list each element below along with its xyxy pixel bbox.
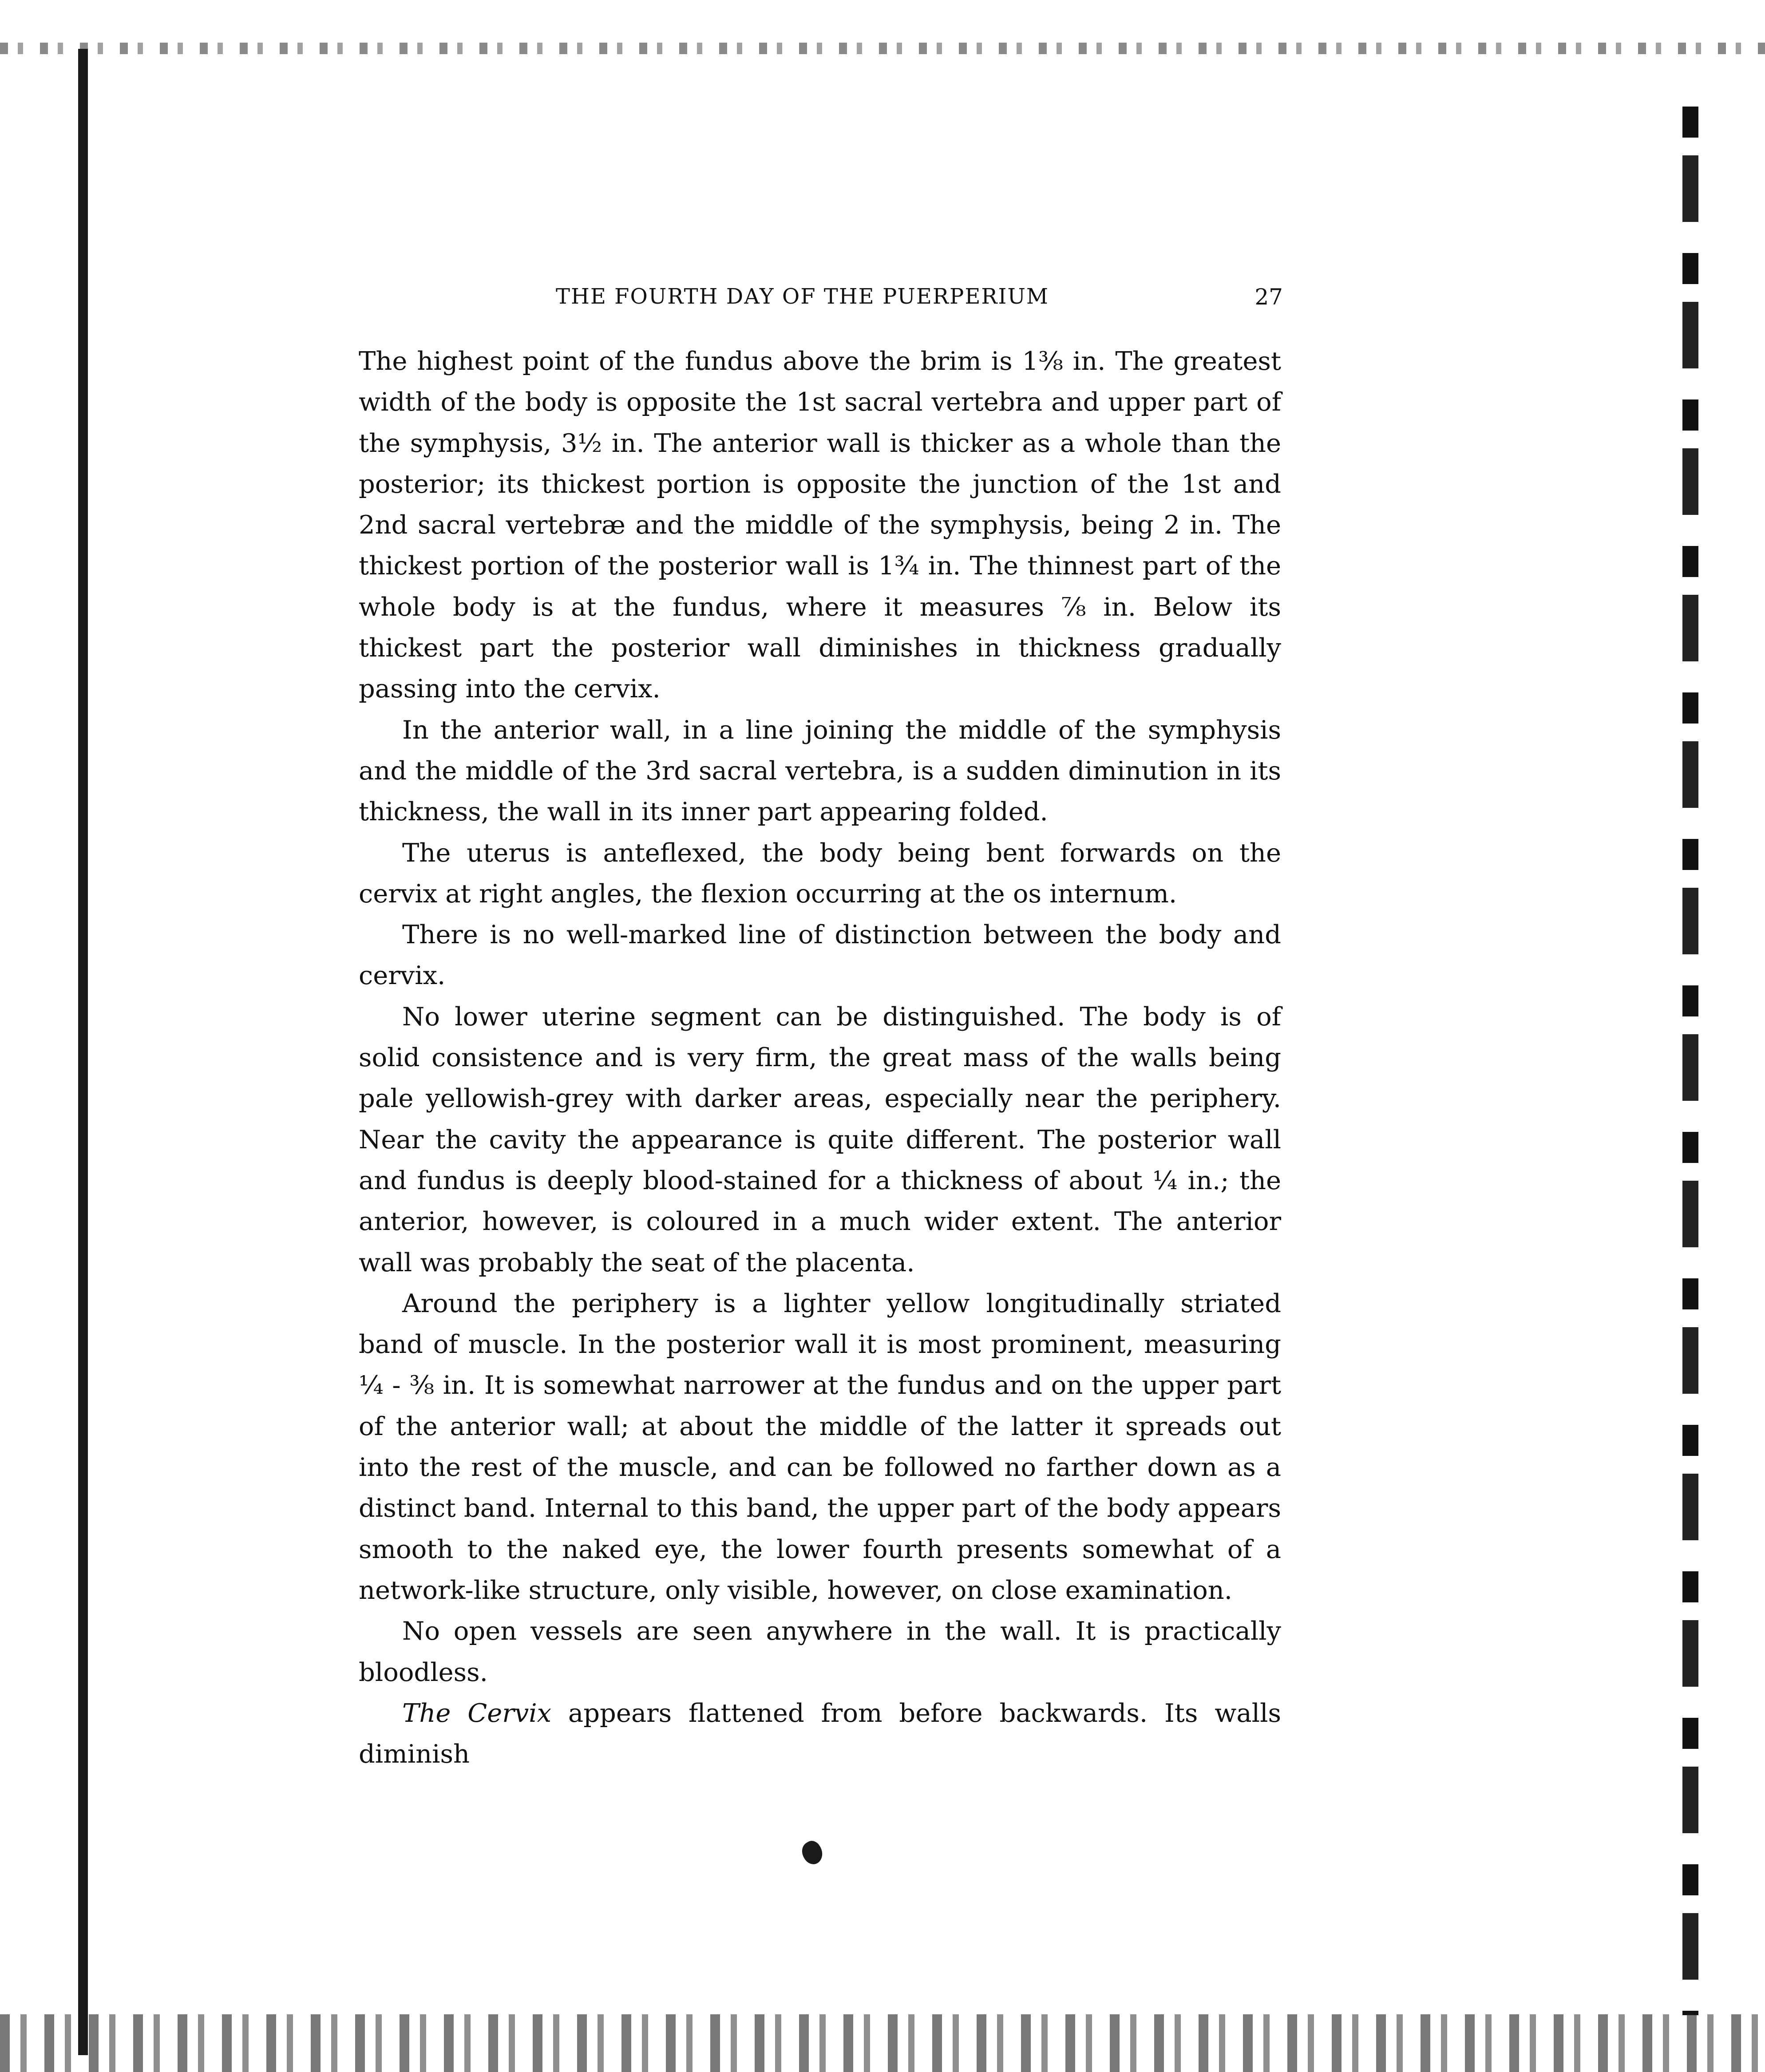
paragraph-4: There is no well-marked line of distinction between the body and cervix. <box>359 920 1281 991</box>
running-head <box>556 284 1283 320</box>
paragraph-3: The uterus is anteflexed, the body being bent forwards on the cervix at right angles, the flexion occurring at the os internum. <box>359 838 1281 909</box>
paragraph-5: No lower uterine segment can be distinguished. The body is of solid consistence and is very firm, the great mass of the walls being pale yellowish-grey with darker areas, especially near the periphery. Near the cavity the appearance is quite different. The posterior wall and fundus is deeply blood-stained for a thickness of about ¼ in.; the anterior, however, is coloured in a much wider extent. The anterior wall was probably the seat of the placenta. <box>359 1001 1281 1277</box>
ink-smudge <box>798 1838 827 1867</box>
scan-edge-bottom-artifact <box>0 2014 1765 2072</box>
paragraph-8 <box>359 1693 1281 1775</box>
paragraph-6: Around the periphery is a lighter yellow longitudinally striated band of muscle. In the posterior wall it is most prominent, measuring ¼ - ⅜ in. It is somewhat narrower at the fundus and on the upper part of the anterior wall; at about the middle of the latter it spreads out into the rest of the muscle, and can be followed no farther down as a distinct band. Internal to this band, the upper part of the body appears smooth to the naked eye, the lower fourth presents somewhat of a network-like structure, only visible, however, on close examination. <box>359 1288 1281 1605</box>
running-title: THE FOURTH DAY OF THE PUERPERIUM <box>556 284 1049 309</box>
scan-edge-right-artifact <box>1682 107 1698 2015</box>
paragraph-7: No open vessels are seen anywhere in the wall. It is practically bloodless. <box>359 1616 1281 1687</box>
paragraph-2: In the anterior wall, in a line joining the middle of the symphysis and the middle of the 3rd sacral vertebra, is a sudden diminution in its thickness, the wall in its inner part appearing folded. <box>359 715 1281 827</box>
scan-edge-left-artifact <box>78 49 88 2055</box>
paragraph-1: The highest point of the fundus above the brim is 1⅜ in. The greatest width of the body is opposite the 1st sacral vertebra and upper part of the symphysis, 3½ in. The anterior wall is thicker as a whole than the posterior; its thickest portion is opposite the junction of the 1st and 2nd sacral vertebræ and the middle of the symphysis, being 2 in. The thickest portion of the posterior wall is 1¾ in. The thinnest part of the whole body is at the fundus, where it measures ⅞ in. Below its thickest part the posterior wall diminishes in thickness gradually passing into the cervix. <box>359 346 1281 704</box>
body-text <box>359 341 1281 1775</box>
cervix-heading: The Cervix <box>402 1698 552 1728</box>
paragraph-8-text: appears flattened from before backwards. Its walls diminish <box>359 1698 1281 1769</box>
scan-edge-top-artifact <box>0 43 1765 54</box>
page-number: 27 <box>1254 284 1283 310</box>
